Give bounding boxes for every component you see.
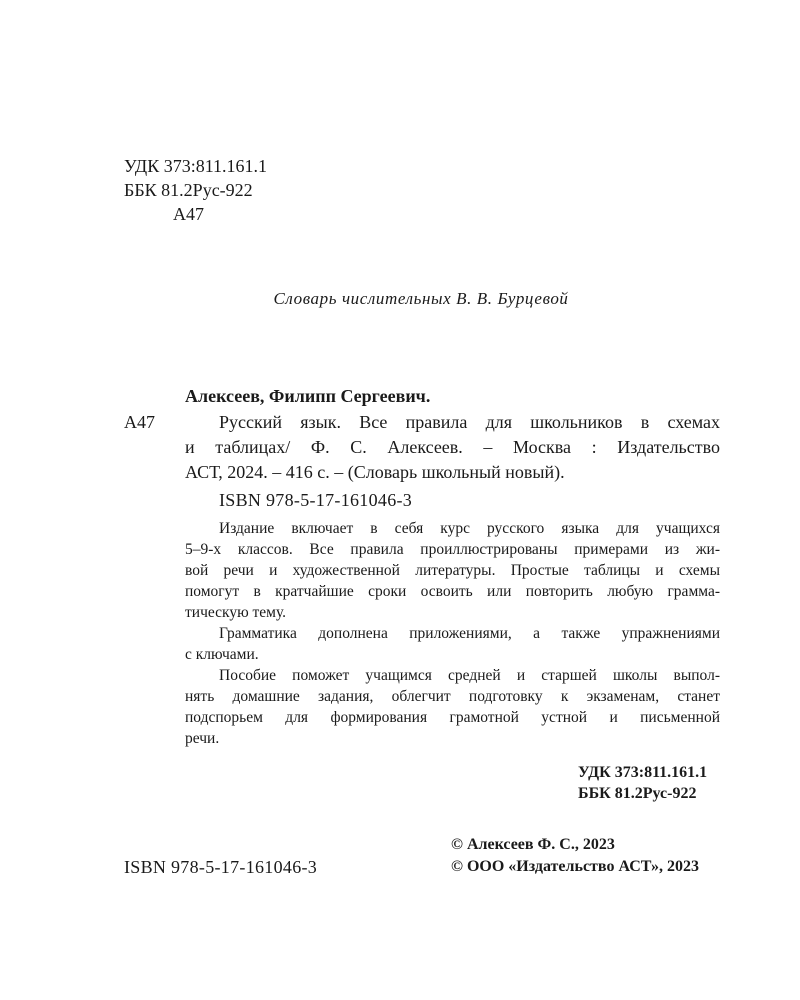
annotation-line: Грамматика дополнена приложениями, а также упражнениями bbox=[219, 625, 720, 642]
card-author: Алексеев, Филипп Сергеевич. bbox=[185, 386, 431, 406]
card-description-line: и таблицах/ Ф. С. Алексеев. – Москва : Издательство bbox=[185, 437, 720, 457]
annotation bbox=[185, 518, 720, 749]
top-author-mark: А47 bbox=[173, 204, 204, 224]
card-description-line: Русский язык. Все правила для школьников в схемах bbox=[219, 412, 720, 432]
copyright-publisher: © ООО «Издательство АСТ», 2023 bbox=[451, 858, 700, 875]
annotation-paragraph bbox=[185, 518, 720, 623]
card-isbn: ISBN 978-5-17-161046-3 bbox=[219, 490, 413, 510]
footer-udk-code: УДК 373:811.161.1 bbox=[578, 764, 708, 781]
annotation-line: подспорьем для формирования грамотной устной и письменной bbox=[185, 709, 720, 726]
top-udk-code: УДК 373:811.161.1 bbox=[124, 156, 268, 176]
annotation-line: тическую тему. bbox=[185, 604, 287, 621]
dictionary-credit: Словарь числительных В. В. Бурцевой bbox=[273, 289, 569, 308]
footer-isbn: ISBN 978-5-17-161046-3 bbox=[124, 857, 318, 877]
card-author-mark: А47 bbox=[124, 412, 155, 432]
annotation-paragraph bbox=[185, 665, 720, 749]
annotation-line: вой речи и художественной литературы. Простые таблицы и схемы bbox=[185, 562, 720, 579]
footer-bbk-code: ББК 81.2Рус-922 bbox=[578, 785, 697, 802]
card-description-line: АСТ, 2024. – 416 с. – (Словарь школьный новый). bbox=[185, 462, 565, 482]
annotation-line: нять домашние задания, облегчит подготовку к экзаменам, станет bbox=[185, 688, 720, 705]
annotation-line: помогут в кратчайшие сроки освоить или повторить любую грамма- bbox=[185, 583, 720, 600]
copyright-author: © Алексеев Ф. С., 2023 bbox=[451, 836, 615, 853]
card-description bbox=[185, 410, 720, 485]
top-bbk-code: ББК 81.2Рус-922 bbox=[124, 180, 253, 200]
annotation-line: речи. bbox=[185, 730, 220, 747]
annotation-line: Пособие поможет учащимся средней и старшей школы выпол- bbox=[219, 667, 720, 684]
annotation-line: 5–9-х классов. Все правила проиллюстрированы примерами из жи- bbox=[185, 541, 720, 558]
annotation-paragraph bbox=[185, 623, 720, 665]
annotation-line: Издание включает в себя курс русского языка для учащихся bbox=[219, 520, 720, 537]
annotation-line: с ключами. bbox=[185, 646, 259, 663]
